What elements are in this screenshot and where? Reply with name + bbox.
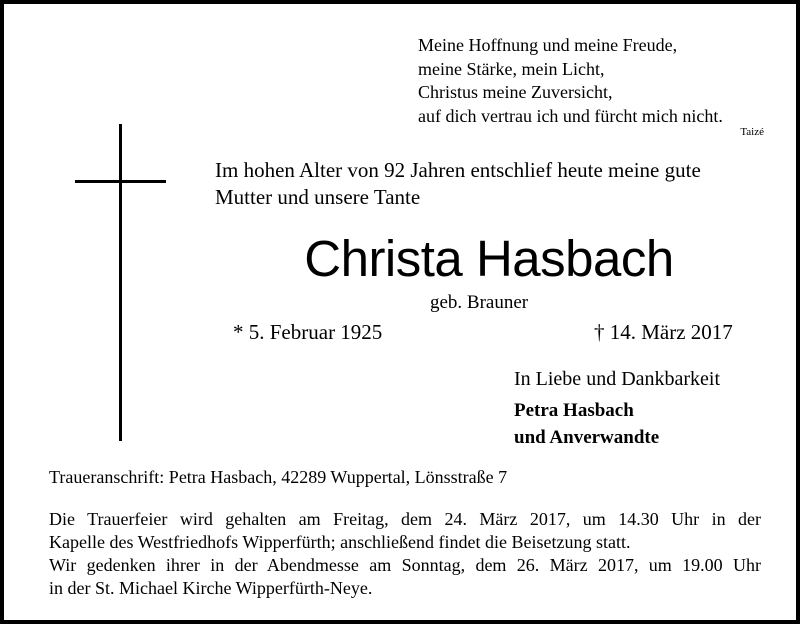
intro-line: Im hohen Alter von 92 Jahren entschlief heute meine gute (215, 158, 701, 182)
dedication: In Liebe und Dankbarkeit (514, 368, 721, 390)
service-line: Wir gedenken ihrer in der Abendmesse am Sonntag, dem 26. März 2017, um 19.00 Uhr (49, 555, 761, 575)
mourning-address: Traueranschrift: Petra Hasbach, 42289 Wuppertal, Lönsstraße 7 (49, 467, 508, 487)
mourner-name: und Anverwandte (514, 427, 660, 448)
verse-line: Christus meine Zuversicht, (418, 82, 613, 102)
deceased-name: Christa Hasbach (304, 230, 674, 287)
mourners-names (514, 397, 659, 451)
cross-vertical-beam (119, 124, 122, 441)
announcement-intro (215, 157, 701, 211)
intro-line: Mutter und unsere Tante (215, 185, 421, 209)
verse-line: auf dich vertrau ich und fürcht mich nicht. (418, 105, 723, 126)
funeral-service-details (49, 508, 761, 600)
verse-source: Taizé (740, 126, 764, 138)
service-line: Die Trauerfeier wird gehalten am Freitag, dem 24. März 2017, um 14.30 Uhr in der (49, 509, 761, 529)
service-line: in der St. Michael Kirche Wipperfürth-Neye. (49, 578, 373, 598)
service-line: Kapelle des Westfriedhofs Wipperfürth; anschließend findet die Beisetzung statt. (49, 532, 631, 552)
latin-cross-icon (75, 124, 166, 441)
death-date: † 14. März 2017 (594, 320, 733, 344)
verse-line: Meine Hoffnung und meine Freude, (418, 35, 678, 55)
verse-line: meine Stärke, mein Licht, (418, 58, 605, 79)
birth-date: * 5. Februar 1925 (233, 320, 383, 344)
mourner-name: Petra Hasbach (514, 400, 634, 421)
cross-horizontal-beam (75, 180, 166, 183)
bible-verse (418, 34, 723, 128)
maiden-name: geb. Brauner (430, 292, 529, 313)
